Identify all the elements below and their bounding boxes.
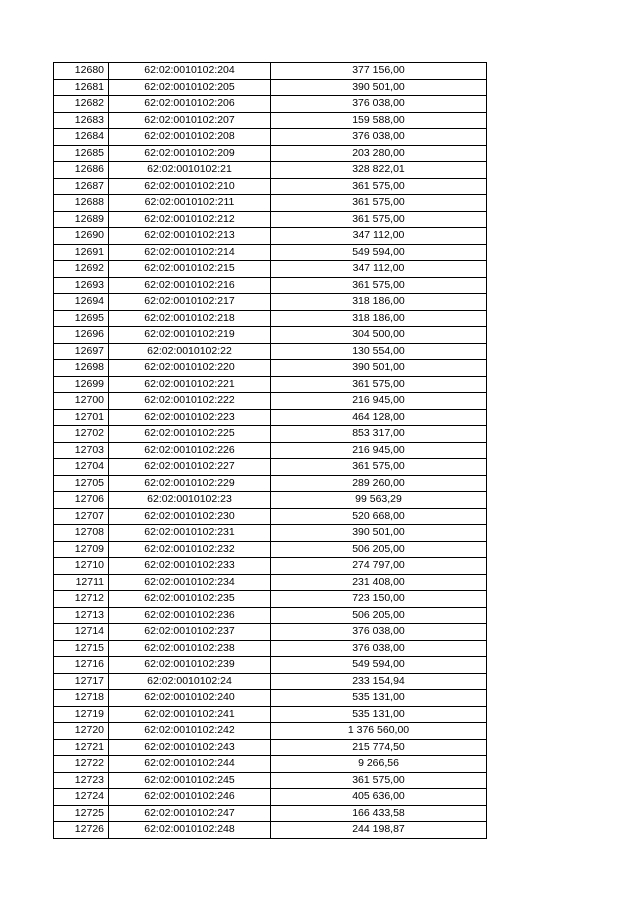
table-row bbox=[54, 574, 487, 591]
cadastral-number-cell: 62:02:0010102:237 bbox=[109, 624, 271, 641]
cadastral-number-cell: 62:02:0010102:218 bbox=[109, 310, 271, 327]
cadastral-number-cell: 62:02:0010102:246 bbox=[109, 789, 271, 806]
cadastral-value-cell: 376 038,00 bbox=[271, 624, 487, 641]
cadastral-value-cell: 274 797,00 bbox=[271, 558, 487, 575]
row-number-cell: 12684 bbox=[54, 129, 109, 146]
cadastral-number-cell: 62:02:0010102:219 bbox=[109, 327, 271, 344]
row-number-cell: 12696 bbox=[54, 327, 109, 344]
row-number-cell: 12718 bbox=[54, 690, 109, 707]
cadastral-value-cell: 318 186,00 bbox=[271, 294, 487, 311]
cadastral-value-cell: 361 575,00 bbox=[271, 376, 487, 393]
cadastral-number-cell: 62:02:0010102:213 bbox=[109, 228, 271, 245]
table-row bbox=[54, 360, 487, 377]
row-number-cell: 12686 bbox=[54, 162, 109, 179]
table-row bbox=[54, 657, 487, 674]
cadastral-value-cell: 506 205,00 bbox=[271, 541, 487, 558]
table-row bbox=[54, 79, 487, 96]
cadastral-number-cell: 62:02:0010102:248 bbox=[109, 822, 271, 839]
cadastral-number-cell: 62:02:0010102:232 bbox=[109, 541, 271, 558]
row-number-cell: 12725 bbox=[54, 805, 109, 822]
cadastral-value-cell: 520 668,00 bbox=[271, 508, 487, 525]
cadastral-value-cell: 361 575,00 bbox=[271, 459, 487, 476]
table-row bbox=[54, 723, 487, 740]
cadastral-value-cell: 376 038,00 bbox=[271, 96, 487, 113]
row-number-cell: 12690 bbox=[54, 228, 109, 245]
table-body bbox=[54, 63, 487, 839]
row-number-cell: 12711 bbox=[54, 574, 109, 591]
table-row bbox=[54, 145, 487, 162]
cadastral-value-cell: 376 038,00 bbox=[271, 129, 487, 146]
row-number-cell: 12692 bbox=[54, 261, 109, 278]
cadastral-value-cell: 215 774,50 bbox=[271, 739, 487, 756]
cadastral-number-cell: 62:02:0010102:208 bbox=[109, 129, 271, 146]
table-row bbox=[54, 376, 487, 393]
row-number-cell: 12710 bbox=[54, 558, 109, 575]
cadastral-value-cell: 464 128,00 bbox=[271, 409, 487, 426]
cadastral-number-cell: 62:02:0010102:233 bbox=[109, 558, 271, 575]
table-row bbox=[54, 475, 487, 492]
cadastral-value-cell: 130 554,00 bbox=[271, 343, 487, 360]
cadastral-value-cell: 506 205,00 bbox=[271, 607, 487, 624]
cadastral-value-cell: 361 575,00 bbox=[271, 772, 487, 789]
row-number-cell: 12722 bbox=[54, 756, 109, 773]
cadastral-number-cell: 62:02:0010102:23 bbox=[109, 492, 271, 509]
cadastral-value-cell: 361 575,00 bbox=[271, 277, 487, 294]
row-number-cell: 12726 bbox=[54, 822, 109, 839]
table-row bbox=[54, 459, 487, 476]
cadastral-number-cell: 62:02:0010102:24 bbox=[109, 673, 271, 690]
row-number-cell: 12699 bbox=[54, 376, 109, 393]
table-row bbox=[54, 409, 487, 426]
row-number-cell: 12689 bbox=[54, 211, 109, 228]
table-row bbox=[54, 244, 487, 261]
cadastral-number-cell: 62:02:0010102:247 bbox=[109, 805, 271, 822]
cadastral-number-cell: 62:02:0010102:230 bbox=[109, 508, 271, 525]
row-number-cell: 12712 bbox=[54, 591, 109, 608]
table-row bbox=[54, 261, 487, 278]
cadastral-value-cell: 216 945,00 bbox=[271, 442, 487, 459]
table-row bbox=[54, 228, 487, 245]
row-number-cell: 12695 bbox=[54, 310, 109, 327]
table-row bbox=[54, 112, 487, 129]
cadastral-number-cell: 62:02:0010102:204 bbox=[109, 63, 271, 80]
cadastral-number-cell: 62:02:0010102:221 bbox=[109, 376, 271, 393]
row-number-cell: 12694 bbox=[54, 294, 109, 311]
table-row bbox=[54, 772, 487, 789]
cadastral-number-cell: 62:02:0010102:211 bbox=[109, 195, 271, 212]
row-number-cell: 12723 bbox=[54, 772, 109, 789]
row-number-cell: 12707 bbox=[54, 508, 109, 525]
cadastral-value-cell: 377 156,00 bbox=[271, 63, 487, 80]
table-row bbox=[54, 805, 487, 822]
cadastral-value-cell: 244 198,87 bbox=[271, 822, 487, 839]
row-number-cell: 12700 bbox=[54, 393, 109, 410]
row-number-cell: 12714 bbox=[54, 624, 109, 641]
cadastral-number-cell: 62:02:0010102:231 bbox=[109, 525, 271, 542]
row-number-cell: 12698 bbox=[54, 360, 109, 377]
row-number-cell: 12683 bbox=[54, 112, 109, 129]
cadastral-value-cell: 216 945,00 bbox=[271, 393, 487, 410]
row-number-cell: 12701 bbox=[54, 409, 109, 426]
cadastral-number-cell: 62:02:0010102:210 bbox=[109, 178, 271, 195]
cadastral-number-cell: 62:02:0010102:241 bbox=[109, 706, 271, 723]
cadastral-number-cell: 62:02:0010102:243 bbox=[109, 739, 271, 756]
table-row bbox=[54, 756, 487, 773]
cadastral-number-cell: 62:02:0010102:205 bbox=[109, 79, 271, 96]
cadastral-number-cell: 62:02:0010102:206 bbox=[109, 96, 271, 113]
table-row bbox=[54, 211, 487, 228]
cadastral-value-cell: 376 038,00 bbox=[271, 640, 487, 657]
cadastral-number-cell: 62:02:0010102:245 bbox=[109, 772, 271, 789]
cadastral-value-cell: 535 131,00 bbox=[271, 706, 487, 723]
row-number-cell: 12688 bbox=[54, 195, 109, 212]
cadastral-number-cell: 62:02:0010102:217 bbox=[109, 294, 271, 311]
table-row bbox=[54, 591, 487, 608]
cadastral-value-cell: 390 501,00 bbox=[271, 79, 487, 96]
row-number-cell: 12717 bbox=[54, 673, 109, 690]
table-row bbox=[54, 426, 487, 443]
row-number-cell: 12720 bbox=[54, 723, 109, 740]
cadastral-number-cell: 62:02:0010102:226 bbox=[109, 442, 271, 459]
row-number-cell: 12715 bbox=[54, 640, 109, 657]
cadastral-number-cell: 62:02:0010102:236 bbox=[109, 607, 271, 624]
table-row bbox=[54, 558, 487, 575]
row-number-cell: 12708 bbox=[54, 525, 109, 542]
table-row bbox=[54, 178, 487, 195]
cadastral-value-cell: 361 575,00 bbox=[271, 195, 487, 212]
row-number-cell: 12706 bbox=[54, 492, 109, 509]
table-row bbox=[54, 393, 487, 410]
table-row bbox=[54, 508, 487, 525]
cadastral-number-cell: 62:02:0010102:22 bbox=[109, 343, 271, 360]
row-number-cell: 12681 bbox=[54, 79, 109, 96]
cadastral-value-cell: 1 376 560,00 bbox=[271, 723, 487, 740]
cadastral-value-cell: 390 501,00 bbox=[271, 525, 487, 542]
table-row bbox=[54, 525, 487, 542]
row-number-cell: 12682 bbox=[54, 96, 109, 113]
cadastral-value-cell: 9 266,56 bbox=[271, 756, 487, 773]
cadastral-value-cell: 159 588,00 bbox=[271, 112, 487, 129]
cadastral-value-cell: 549 594,00 bbox=[271, 244, 487, 261]
row-number-cell: 12721 bbox=[54, 739, 109, 756]
cadastral-number-cell: 62:02:0010102:234 bbox=[109, 574, 271, 591]
cadastral-value-cell: 361 575,00 bbox=[271, 178, 487, 195]
table-row bbox=[54, 640, 487, 657]
table-row bbox=[54, 442, 487, 459]
table-row bbox=[54, 162, 487, 179]
cadastral-value-cell: 549 594,00 bbox=[271, 657, 487, 674]
cadastral-number-cell: 62:02:0010102:214 bbox=[109, 244, 271, 261]
table-row bbox=[54, 739, 487, 756]
row-number-cell: 12704 bbox=[54, 459, 109, 476]
row-number-cell: 12703 bbox=[54, 442, 109, 459]
cadastral-value-cell: 203 280,00 bbox=[271, 145, 487, 162]
table-row bbox=[54, 492, 487, 509]
cadastral-value-cell: 318 186,00 bbox=[271, 310, 487, 327]
cadastral-value-cell: 99 563,29 bbox=[271, 492, 487, 509]
cadastral-number-cell: 62:02:0010102:240 bbox=[109, 690, 271, 707]
cadastral-value-cell: 723 150,00 bbox=[271, 591, 487, 608]
cadastral-number-cell: 62:02:0010102:227 bbox=[109, 459, 271, 476]
row-number-cell: 12687 bbox=[54, 178, 109, 195]
cadastral-number-cell: 62:02:0010102:222 bbox=[109, 393, 271, 410]
cadastral-number-cell: 62:02:0010102:244 bbox=[109, 756, 271, 773]
table-row bbox=[54, 310, 487, 327]
cadastral-number-cell: 62:02:0010102:215 bbox=[109, 261, 271, 278]
table-row bbox=[54, 294, 487, 311]
table-row bbox=[54, 607, 487, 624]
cadastral-number-cell: 62:02:0010102:238 bbox=[109, 640, 271, 657]
cadastral-number-cell: 62:02:0010102:21 bbox=[109, 162, 271, 179]
cadastral-value-cell: 390 501,00 bbox=[271, 360, 487, 377]
row-number-cell: 12693 bbox=[54, 277, 109, 294]
cadastral-value-cell: 328 822,01 bbox=[271, 162, 487, 179]
cadastral-number-cell: 62:02:0010102:223 bbox=[109, 409, 271, 426]
cadastral-number-cell: 62:02:0010102:209 bbox=[109, 145, 271, 162]
cadastral-number-cell: 62:02:0010102:235 bbox=[109, 591, 271, 608]
table-row bbox=[54, 96, 487, 113]
cadastral-value-cell: 405 636,00 bbox=[271, 789, 487, 806]
cadastral-number-cell: 62:02:0010102:212 bbox=[109, 211, 271, 228]
row-number-cell: 12697 bbox=[54, 343, 109, 360]
cadastral-number-cell: 62:02:0010102:207 bbox=[109, 112, 271, 129]
table-row bbox=[54, 195, 487, 212]
table-row bbox=[54, 673, 487, 690]
cadastral-number-cell: 62:02:0010102:239 bbox=[109, 657, 271, 674]
table-row bbox=[54, 129, 487, 146]
cadastral-number-cell: 62:02:0010102:225 bbox=[109, 426, 271, 443]
cadastral-value-cell: 853 317,00 bbox=[271, 426, 487, 443]
cadastral-value-cell: 361 575,00 bbox=[271, 211, 487, 228]
row-number-cell: 12680 bbox=[54, 63, 109, 80]
cadastral-value-cell: 347 112,00 bbox=[271, 261, 487, 278]
row-number-cell: 12719 bbox=[54, 706, 109, 723]
row-number-cell: 12713 bbox=[54, 607, 109, 624]
row-number-cell: 12716 bbox=[54, 657, 109, 674]
cadastral-value-cell: 289 260,00 bbox=[271, 475, 487, 492]
table-row bbox=[54, 327, 487, 344]
row-number-cell: 12685 bbox=[54, 145, 109, 162]
cadastral-value-cell: 535 131,00 bbox=[271, 690, 487, 707]
table-row bbox=[54, 343, 487, 360]
cadastral-value-table bbox=[53, 62, 487, 839]
table-row bbox=[54, 277, 487, 294]
table-row bbox=[54, 706, 487, 723]
cadastral-value-cell: 233 154,94 bbox=[271, 673, 487, 690]
table-row bbox=[54, 822, 487, 839]
cadastral-value-cell: 304 500,00 bbox=[271, 327, 487, 344]
table-row bbox=[54, 789, 487, 806]
cadastral-number-cell: 62:02:0010102:242 bbox=[109, 723, 271, 740]
cadastral-value-cell: 347 112,00 bbox=[271, 228, 487, 245]
cadastral-number-cell: 62:02:0010102:229 bbox=[109, 475, 271, 492]
row-number-cell: 12724 bbox=[54, 789, 109, 806]
cadastral-value-cell: 231 408,00 bbox=[271, 574, 487, 591]
row-number-cell: 12709 bbox=[54, 541, 109, 558]
table-row bbox=[54, 541, 487, 558]
row-number-cell: 12691 bbox=[54, 244, 109, 261]
table-row bbox=[54, 690, 487, 707]
row-number-cell: 12705 bbox=[54, 475, 109, 492]
table-row bbox=[54, 624, 487, 641]
cadastral-value-cell: 166 433,58 bbox=[271, 805, 487, 822]
cadastral-number-cell: 62:02:0010102:216 bbox=[109, 277, 271, 294]
row-number-cell: 12702 bbox=[54, 426, 109, 443]
table-row bbox=[54, 63, 487, 80]
cadastral-number-cell: 62:02:0010102:220 bbox=[109, 360, 271, 377]
